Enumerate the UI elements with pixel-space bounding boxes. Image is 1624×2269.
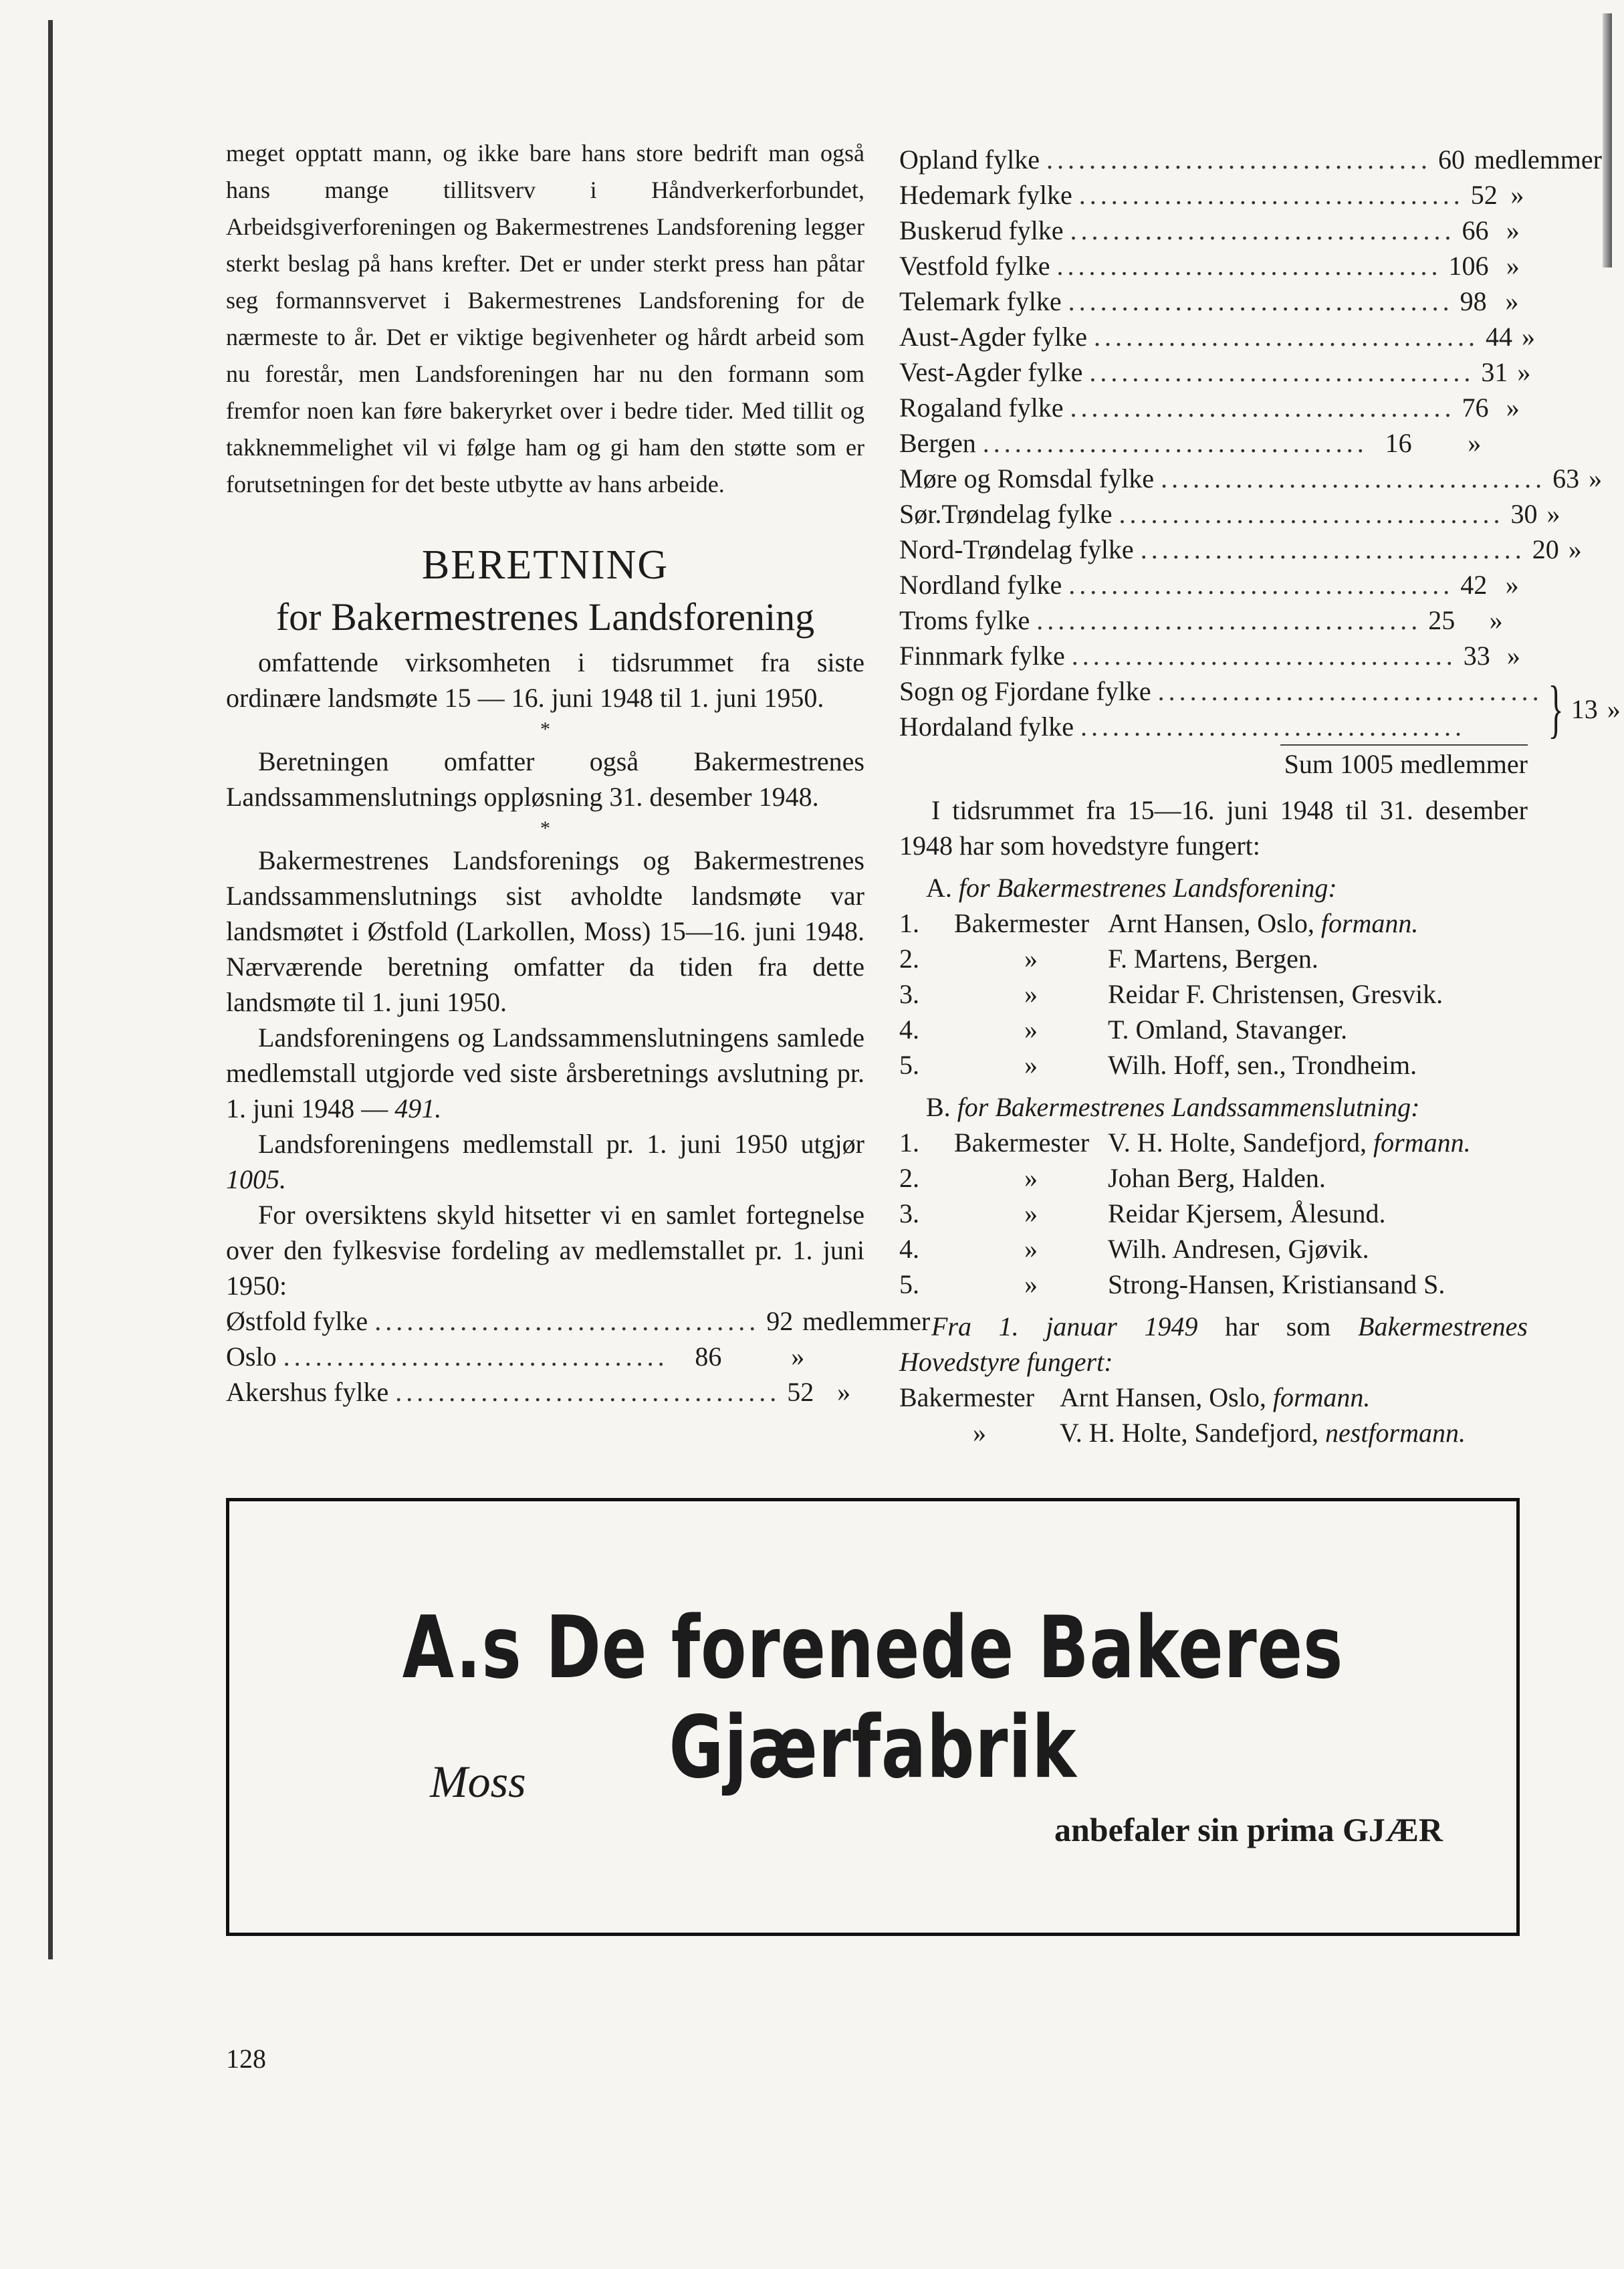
- member-number: 4.: [899, 1234, 919, 1264]
- member-number: 3.: [899, 1198, 919, 1228]
- county-unit: medlemmer: [802, 1306, 931, 1336]
- ad-city: Moss: [430, 1756, 526, 1807]
- county-row: [899, 603, 1528, 638]
- separator-star: *: [540, 718, 550, 740]
- board-member-row: [899, 976, 1528, 1012]
- intro-paragraph: meget opptatt mann, og ikke bare hans store bedrift man også hans mange tillitsverv i Håndverkerforbundet, Arbeidsgiverforeningen og Bakermestrenes Landsforening legger sterkt beslag på hans krefter. Det er under sterkt press han påtar seg formannsvervet i Bakermestrenes Landsforening for de nærmeste to år. Det er viktige begivenheter og hårdt arbeid som nu forestår, men Landsforeningen har nu den formann som fremfor noen kan føre bakeryrket over i bedre tider. Med tillit og takknemmelighet vil vi følge ham og gi ham den støtte som er forutsetningen for det beste utbytte av hans arbeide.: [226, 140, 864, 498]
- from-italic: Bakermestrenes Hovedstyre fungert:: [899, 1311, 1528, 1377]
- combined-names: [899, 673, 1546, 744]
- county-name: Oslo: [226, 1341, 277, 1372]
- county-row: [899, 284, 1528, 319]
- count-1950: 1005.: [226, 1164, 286, 1194]
- page-number: 128: [226, 2044, 266, 2074]
- county-count: 42: [1460, 570, 1488, 600]
- leader-dots: ....................................: [1068, 286, 1454, 316]
- county-row: [226, 1339, 864, 1374]
- member-name: [1108, 905, 1528, 941]
- report-title: BERETNING: [421, 542, 669, 588]
- leader-dots: ....................................: [1140, 534, 1526, 564]
- note-paragraph: Beretningen omfatter også Bakermestrenes Landssammenslutnings oppløsning 31. desember 1948.: [226, 746, 864, 812]
- page-edge-shadow: [48, 20, 53, 1959]
- member-name: [1108, 1160, 1528, 1196]
- count-1948: 491.: [394, 1093, 442, 1123]
- county-count: 98: [1460, 286, 1487, 316]
- leader-dots: ....................................: [283, 1341, 669, 1372]
- board-b-title: for Bakermestrenes Landssammenslutning:: [957, 1092, 1420, 1122]
- county-unit: »: [1506, 215, 1520, 245]
- member-name-text: T. Omland, Stavanger.: [1108, 1014, 1348, 1045]
- from-date-paragraph: [899, 1309, 1528, 1380]
- county-unit: »: [1546, 499, 1560, 529]
- member-name-text: Arnt Hansen, Oslo,: [1060, 1382, 1273, 1412]
- member-name: [1108, 1196, 1528, 1231]
- member-number: 1.: [899, 1127, 919, 1158]
- county-row: [899, 213, 1528, 248]
- county-row: [899, 532, 1582, 567]
- member-name: [1108, 1231, 1528, 1267]
- county-count: 44: [1486, 322, 1513, 352]
- overview-paragraph: For oversiktens skyld hitsetter vi en samlet fortegnelse over den fylkesvise fordeling av medlemstallet pr. 1. juni 1950:: [226, 1200, 864, 1301]
- county-unit: »: [1568, 534, 1582, 564]
- member-title: »: [1024, 1198, 1038, 1228]
- leader-dots: ....................................: [1161, 463, 1546, 494]
- board-member-row: [899, 941, 1528, 976]
- county-name: Aust-Agder fylke: [899, 322, 1088, 352]
- leader-dots: ....................................: [1094, 322, 1480, 352]
- county-count: 25: [1428, 605, 1456, 635]
- county-name: Vest-Agder fylke: [899, 357, 1083, 387]
- leader-dots: ....................................: [1080, 712, 1466, 742]
- county-unit: »: [1607, 693, 1621, 724]
- board-b-list: [899, 1125, 1528, 1302]
- member-role: nestformann.: [1325, 1418, 1466, 1448]
- county-count: 92: [766, 1306, 794, 1336]
- county-unit: »: [837, 1377, 851, 1407]
- meetings-paragraph: Bakermestrenes Landsforenings og Bakermestrenes Landssammenslutnings sist avholdte landsmøte var landsmøtet i Østfold (Larkollen, Moss) 15—16. juni 1948. Nærværende beretning omfatter da tiden fra dette landsmøte til 1. juni 1950.: [226, 845, 864, 1017]
- county-unit: »: [1517, 357, 1531, 387]
- county-row: [899, 390, 1528, 425]
- page-corner-shadow: [1603, 13, 1612, 267]
- leader-dots: ....................................: [1078, 180, 1464, 210]
- county-name: Troms fylke: [899, 605, 1030, 635]
- county-count: 52: [787, 1377, 814, 1407]
- member-name-text: Wilh. Hoff, sen., Trondheim.: [1108, 1050, 1417, 1080]
- county-row: [899, 567, 1528, 603]
- county-name: Hedemark fylke: [899, 180, 1072, 210]
- member-number: 5.: [899, 1050, 919, 1080]
- county-unit: medlemmer: [1474, 144, 1602, 175]
- county-row: [899, 248, 1528, 284]
- board-a-heading: [899, 870, 1528, 905]
- member-name: [1108, 976, 1528, 1012]
- county-unit: »: [1510, 180, 1524, 210]
- county-row: [899, 638, 1528, 673]
- board-a-title: for Bakermestrenes Landsforening:: [958, 873, 1337, 903]
- member-title: »: [1024, 1234, 1038, 1264]
- county-row: [899, 425, 1528, 461]
- board-a-label: A.: [926, 873, 952, 903]
- member-name-text: V. H. Holte, Sandefjord,: [1060, 1418, 1325, 1448]
- final-member-row: [899, 1380, 1528, 1415]
- county-row: [899, 354, 1531, 390]
- member-name-text: Strong-Hansen, Kristiansand S.: [1108, 1269, 1445, 1299]
- board-b-label: B.: [926, 1092, 951, 1122]
- member-name: [1060, 1380, 1528, 1415]
- county-name: Rogaland fylke: [899, 393, 1064, 423]
- separator-star: *: [540, 817, 550, 839]
- board-member-row: [899, 1160, 1528, 1196]
- leader-dots: ....................................: [1071, 641, 1457, 671]
- from-date: Fra 1. januar 1949: [931, 1311, 1198, 1341]
- member-name: [1108, 941, 1528, 976]
- county-name: Finnmark fylke: [899, 641, 1065, 671]
- scope-paragraph: omfattende virksomheten i tidsrummet fra siste ordinære landsmøte 15 — 16. juni 1948 til 1. juni 1950.: [226, 647, 864, 713]
- county-row: [899, 319, 1536, 354]
- county-unit: »: [1506, 251, 1520, 281]
- leader-dots: ....................................: [1157, 676, 1543, 706]
- county-row: [899, 709, 1546, 744]
- leader-dots: ....................................: [1036, 605, 1422, 635]
- leader-dots: ....................................: [1070, 215, 1456, 245]
- member-role: formann.: [1373, 1127, 1471, 1158]
- county-unit: »: [1468, 428, 1482, 458]
- county-count: 16: [1385, 428, 1412, 458]
- board-member-row: [899, 1267, 1528, 1302]
- final-member-row: [899, 1415, 1528, 1450]
- member-name-text: F. Martens, Bergen.: [1108, 944, 1318, 974]
- county-unit: »: [1505, 570, 1519, 600]
- county-row: [899, 177, 1528, 213]
- county-name: Vestfold fylke: [899, 251, 1050, 281]
- county-row: [899, 496, 1560, 532]
- county-count: 20: [1532, 534, 1559, 564]
- county-count: 76: [1462, 393, 1489, 423]
- member-title: »: [1024, 1163, 1038, 1193]
- member-title: »: [1024, 944, 1038, 974]
- county-count: 66: [1462, 215, 1489, 245]
- leader-dots: ....................................: [982, 428, 1368, 458]
- right-column: [899, 0, 1621, 1450]
- left-column: [226, 0, 931, 1410]
- county-name: Akershus fylke: [226, 1377, 389, 1407]
- leader-dots: ....................................: [1119, 499, 1504, 529]
- county-name: Hordaland fylke: [899, 712, 1074, 742]
- county-list-right: [899, 142, 1603, 673]
- member-title: »: [973, 1418, 986, 1448]
- advertisement: [226, 1498, 1520, 1936]
- member-number: 1.: [899, 908, 919, 938]
- member-name-text: Johan Berg, Halden.: [1108, 1163, 1326, 1193]
- member-name: [1108, 1047, 1528, 1083]
- county-row: [899, 461, 1603, 496]
- ad-headline: A.s De forenede Bakeres Gjærfabrik: [402, 1598, 1344, 1798]
- county-row: [226, 1374, 864, 1410]
- leader-dots: ....................................: [1056, 251, 1442, 281]
- county-unit: »: [1522, 322, 1536, 352]
- member-name: [1108, 1267, 1528, 1302]
- sum-total: Sum 1005 medlemmer: [1284, 749, 1528, 779]
- county-row: [226, 1303, 931, 1339]
- county-row: [899, 142, 1602, 177]
- board-a-list: [899, 905, 1528, 1083]
- county-name: Buskerud fylke: [899, 215, 1064, 245]
- ad-slogan: anbefaler sin prima GJÆR: [1054, 1811, 1443, 1848]
- county-name: Østfold fylke: [226, 1306, 368, 1336]
- county-name: Telemark fylke: [899, 286, 1062, 316]
- member-number: 2.: [899, 1163, 919, 1193]
- board-b-heading: [899, 1089, 1528, 1125]
- county-name: Møre og Romsdal fylke: [899, 463, 1155, 494]
- member-name: [1108, 1125, 1528, 1160]
- county-name: Nordland fylke: [899, 570, 1062, 600]
- county-count: 63: [1552, 463, 1580, 494]
- county-name: Nord-Trøndelag fylke: [899, 534, 1134, 564]
- leader-dots: ....................................: [1070, 393, 1456, 423]
- board-member-row: [899, 1047, 1528, 1083]
- board-member-row: [899, 1125, 1528, 1160]
- member-number: 3.: [899, 979, 919, 1009]
- member-number: 2.: [899, 944, 919, 974]
- county-row: [899, 673, 1546, 709]
- county-name: Sør.Trøndelag fylke: [899, 499, 1113, 529]
- board-member-row: [899, 905, 1528, 941]
- county-unit: »: [1506, 393, 1520, 423]
- member-name-text: V. H. Holte, Sandefjord,: [1108, 1127, 1373, 1158]
- leader-dots: ....................................: [374, 1306, 760, 1336]
- board-member-row: [899, 1231, 1528, 1267]
- member-name-text: Arnt Hansen, Oslo,: [1108, 908, 1321, 938]
- leader-dots: ....................................: [395, 1377, 781, 1407]
- county-count: 60: [1437, 144, 1465, 175]
- count-text: Landsforeningens medlemstall pr. 1. juni 1950 utgjør: [258, 1129, 864, 1159]
- leader-dots: ....................................: [1046, 144, 1431, 175]
- county-count: 86: [695, 1341, 722, 1372]
- combined-county-row: [899, 673, 1621, 744]
- member-name: [1108, 1012, 1528, 1047]
- period-paragraph: I tidsrummet fra 15—16. juni 1948 til 31. desember 1948 har som hovedstyre fungert:: [899, 795, 1528, 861]
- member-name-text: Reidar F. Christensen, Gresvik.: [1108, 979, 1443, 1009]
- county-name: Sogn og Fjordane fylke: [899, 676, 1151, 706]
- membercount-1948-paragraph: [226, 1020, 864, 1126]
- county-unit: »: [1505, 286, 1519, 316]
- member-title: Bakermester: [954, 908, 1090, 938]
- member-role: formann.: [1320, 908, 1419, 938]
- member-name-text: Wilh. Andresen, Gjøvik.: [1108, 1234, 1369, 1264]
- county-count: 33: [1463, 641, 1490, 671]
- leader-dots: ....................................: [1089, 357, 1475, 387]
- county-list-left: [226, 1303, 931, 1410]
- member-title: »: [1024, 979, 1038, 1009]
- county-count: 52: [1470, 180, 1498, 210]
- member-title: »: [1024, 1269, 1038, 1299]
- county-count: 31: [1481, 357, 1508, 387]
- member-title: Bakermester: [954, 1127, 1090, 1158]
- board-member-row: [899, 1196, 1528, 1231]
- county-count: 106: [1448, 251, 1489, 281]
- member-title: »: [1024, 1014, 1038, 1045]
- county-name: Opland fylke: [899, 144, 1040, 175]
- membercount-1950-paragraph: [226, 1126, 864, 1197]
- county-unit: »: [1489, 605, 1503, 635]
- county-unit: »: [1506, 641, 1520, 671]
- county-name: Bergen: [899, 428, 976, 458]
- member-number: 5.: [899, 1269, 919, 1299]
- leader-dots: ....................................: [1068, 570, 1454, 600]
- county-count: 13: [1571, 693, 1598, 724]
- member-number: 4.: [899, 1014, 919, 1045]
- member-name-text: Reidar Kjersem, Ålesund.: [1108, 1198, 1386, 1228]
- member-name: [1060, 1415, 1528, 1450]
- member-role: formann.: [1272, 1382, 1371, 1412]
- from-text: har som: [1197, 1311, 1359, 1341]
- member-title: Bakermester: [899, 1382, 1035, 1412]
- county-unit: »: [1589, 463, 1603, 494]
- county-count: 30: [1510, 499, 1538, 529]
- report-subtitle: for Bakermestrenes Landsforening: [275, 595, 815, 639]
- brace: }: [1548, 673, 1564, 744]
- member-title: »: [1024, 1050, 1038, 1080]
- count-text: Landsforeningens og Landssammenslutningens samlede medlemstall utgjorde ved siste årsberetnings avslutning pr. 1. juni 1948 —: [226, 1022, 864, 1123]
- county-unit: »: [791, 1341, 805, 1372]
- board-member-row: [899, 1012, 1528, 1047]
